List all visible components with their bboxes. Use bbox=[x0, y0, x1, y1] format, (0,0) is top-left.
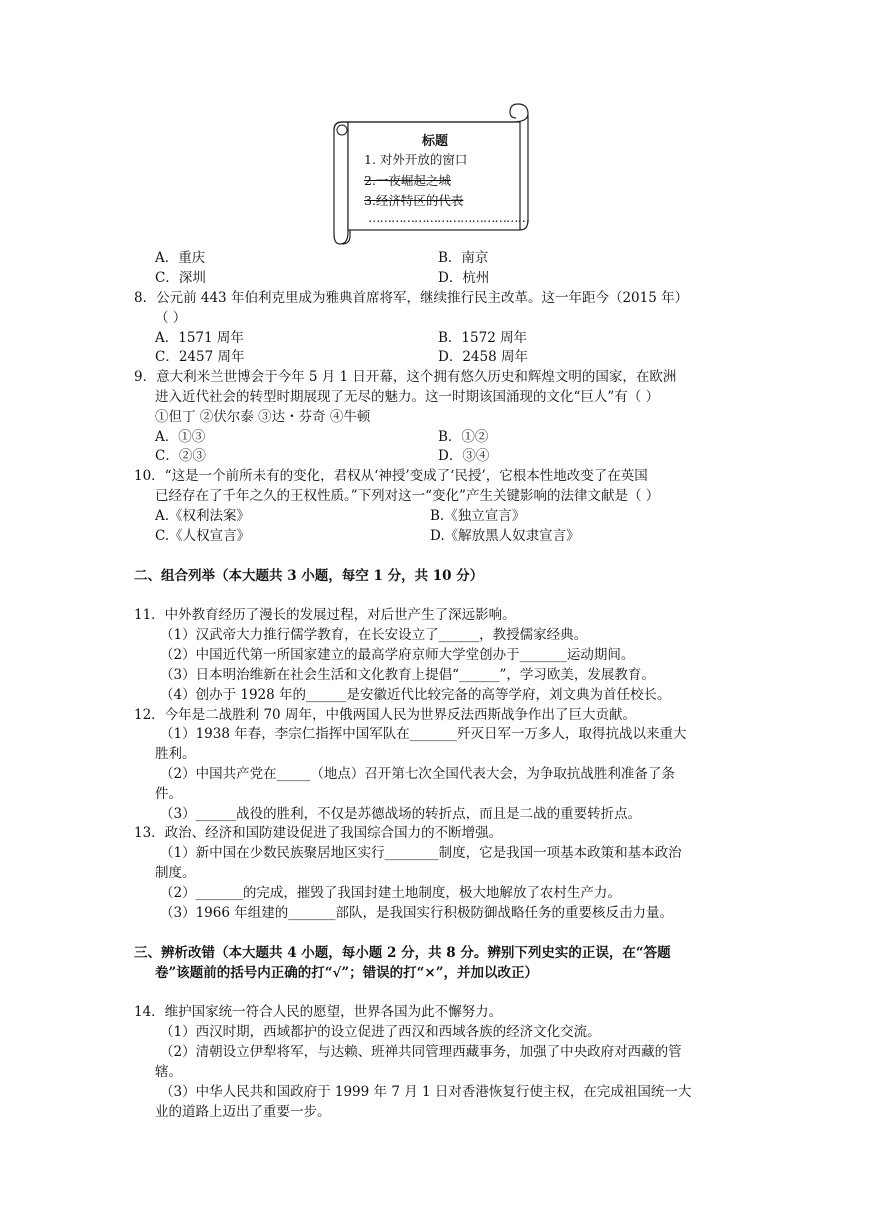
q14-stem: 14．维护国家统一符合人民的愿望，世界各国为此不懈努力。 bbox=[134, 1004, 503, 1020]
q10-stem-line2: 已经存在了千年之久的王权性质。”下列对这一“变化”产生关键影响的法律文献是（ ） bbox=[155, 488, 660, 504]
scroll-title: 标题 bbox=[422, 134, 449, 149]
scroll-dots: …………………………………… bbox=[368, 210, 529, 225]
q8-option-c: C．2457 周年 bbox=[155, 349, 245, 365]
q9-option-b: B．①② bbox=[438, 429, 489, 445]
scroll-item-1: 1. 对外开放的窗口 bbox=[364, 152, 468, 167]
q11-sub-2: （2）中国近代第一所国家建立的最高学府京师大学堂创办于_______运动期间。 bbox=[160, 647, 635, 663]
scroll-item-2: 2.一夜崛起之城 bbox=[364, 173, 451, 188]
q7-option-b: B．南京 bbox=[438, 250, 489, 266]
q9-stem-line2: 进入近代社会的转型时期展现了无尽的魅力。这一时期该国涌现的文化“巨人”有（ ） bbox=[155, 389, 660, 405]
q10-stem-line1: 10．“这是一个前所未有的变化，君权从‘神授’变成了‘民授’，它根本性地改变了在英国 bbox=[134, 468, 648, 484]
q14-sub-1: （1）西汉时期，西域都护的设立促进了西汉和西域各族的经济文化交流。 bbox=[160, 1024, 601, 1040]
q8-option-b: B．1572 周年 bbox=[438, 330, 528, 346]
section3-heading-line2: 卷”该题前的括号内正确的打“√”；错误的打“×”，并加以改正） bbox=[155, 965, 539, 981]
section2-heading: 二、组合列举（本大题共 3 小题，每空 1 分，共 10 分） bbox=[134, 568, 484, 584]
q9-option-d: D．③④ bbox=[438, 448, 490, 464]
q14-sub-3-line1: （3）中华人民共和国政府于 1999 年 7 月 1 日对香港恢复行使主权，在完成祖国统一大 bbox=[160, 1084, 692, 1100]
q14-sub-2-line2: 辖。 bbox=[155, 1064, 182, 1080]
scroll-illustration bbox=[332, 100, 536, 250]
scroll-item-3: 3.经济特区的代表 bbox=[364, 193, 464, 208]
q11-stem: 11．中外教育经历了漫长的发展过程，对后世产生了深远影响。 bbox=[134, 607, 516, 623]
q12-sub-2-line1: （2）中国共产党在_____（地点）召开第七次全国代表大会，为争取抗战胜利准备了条 bbox=[160, 766, 675, 782]
q10-option-d: D.《解放黑人奴隶宣言》 bbox=[430, 528, 580, 544]
q10-option-a: A.《权利法案》 bbox=[155, 508, 251, 524]
q14-sub-2-line1: （2）清朝设立伊犁将军，与达赖、班禅共同管理西藏事务，加强了中央政府对西藏的管 bbox=[160, 1044, 682, 1060]
q11-sub-3: （3）日本明治维新在社会生活和文化教育上提倡“______”，学习欧美，发展教育。 bbox=[160, 667, 655, 683]
q12-sub-3: （3）______战役的胜利，不仅是苏德战场的转折点，而且是二战的重要转折点。 bbox=[160, 806, 642, 822]
q9-stem-line1: 9．意大利米兰世博会于今年 5 月 1 日开幕，这个拥有悠久历史和辉煌文明的国家，在欧洲 bbox=[134, 369, 677, 385]
q8-stem-line2: （ ） bbox=[155, 310, 187, 326]
q11-sub-1: （1）汉武帝大力推行儒学教育，在长安设立了______，教授儒家经典。 bbox=[160, 627, 588, 643]
q12-stem: 12．今年是二战胜利 70 周年，中俄两国人民为世界反法西斯战争作出了巨大贡献。 bbox=[134, 707, 636, 723]
q10-option-b: B.《独立宣言》 bbox=[430, 508, 526, 524]
section3-heading-line1: 三、辨析改错（本大题共 4 小题，每小题 2 分，共 8 分。辨别下列史实的正误，在“答题 bbox=[134, 945, 671, 961]
q7-option-a: A．重庆 bbox=[155, 250, 206, 266]
q13-sub-3: （3）1966 年组建的_______部队，是我国实行积极防御战略任务的重要核反击力量。 bbox=[160, 905, 673, 921]
q12-sub-1-line1: （1）1938 年春，李宗仁指挥中国军队在_______歼灭日军一万多人，取得抗战以来重大 bbox=[160, 726, 687, 742]
q10-option-c: C.《人权宣言》 bbox=[155, 528, 251, 544]
q14-sub-3-line2: 业的道路上迈出了重要一步。 bbox=[155, 1104, 331, 1120]
q11-sub-4: （4）创办于 1928 年的______是安徽近代比较完备的高等学府，刘文典为首任校长。 bbox=[160, 687, 671, 703]
q9-option-c: C．②③ bbox=[155, 448, 206, 464]
q8-option-a: A．1571 周年 bbox=[155, 330, 244, 346]
q13-stem: 13．政治、经济和国防建设促进了我国综合国力的不断增强。 bbox=[134, 825, 503, 841]
q13-sub-1-line2: 制度。 bbox=[155, 865, 196, 881]
q12-sub-1-line2: 胜利。 bbox=[155, 746, 196, 762]
q8-stem-line1: 8．公元前 443 年伯利克里成为雅典首席将军，继续推行民主改革。这一年距今（2015 年） bbox=[134, 290, 689, 306]
q9-option-a: A．①③ bbox=[155, 429, 206, 445]
q13-sub-1-line1: （1）新中国在少数民族聚居地区实行________制度，它是我国一项基本政策和基本政治 bbox=[160, 845, 682, 861]
q9-stem-line3: ①但丁 ②伏尔泰 ③达・芬奇 ④牛顿 bbox=[155, 409, 371, 425]
q8-option-d: D．2458 周年 bbox=[438, 349, 528, 365]
q12-sub-2-line2: 件。 bbox=[155, 786, 182, 802]
q7-option-c: C．深圳 bbox=[155, 270, 206, 286]
q13-sub-2: （2）_______的完成，摧毁了我国封建土地制度，极大地解放了农村生产力。 bbox=[160, 885, 621, 901]
q7-option-d: D．杭州 bbox=[438, 270, 490, 286]
